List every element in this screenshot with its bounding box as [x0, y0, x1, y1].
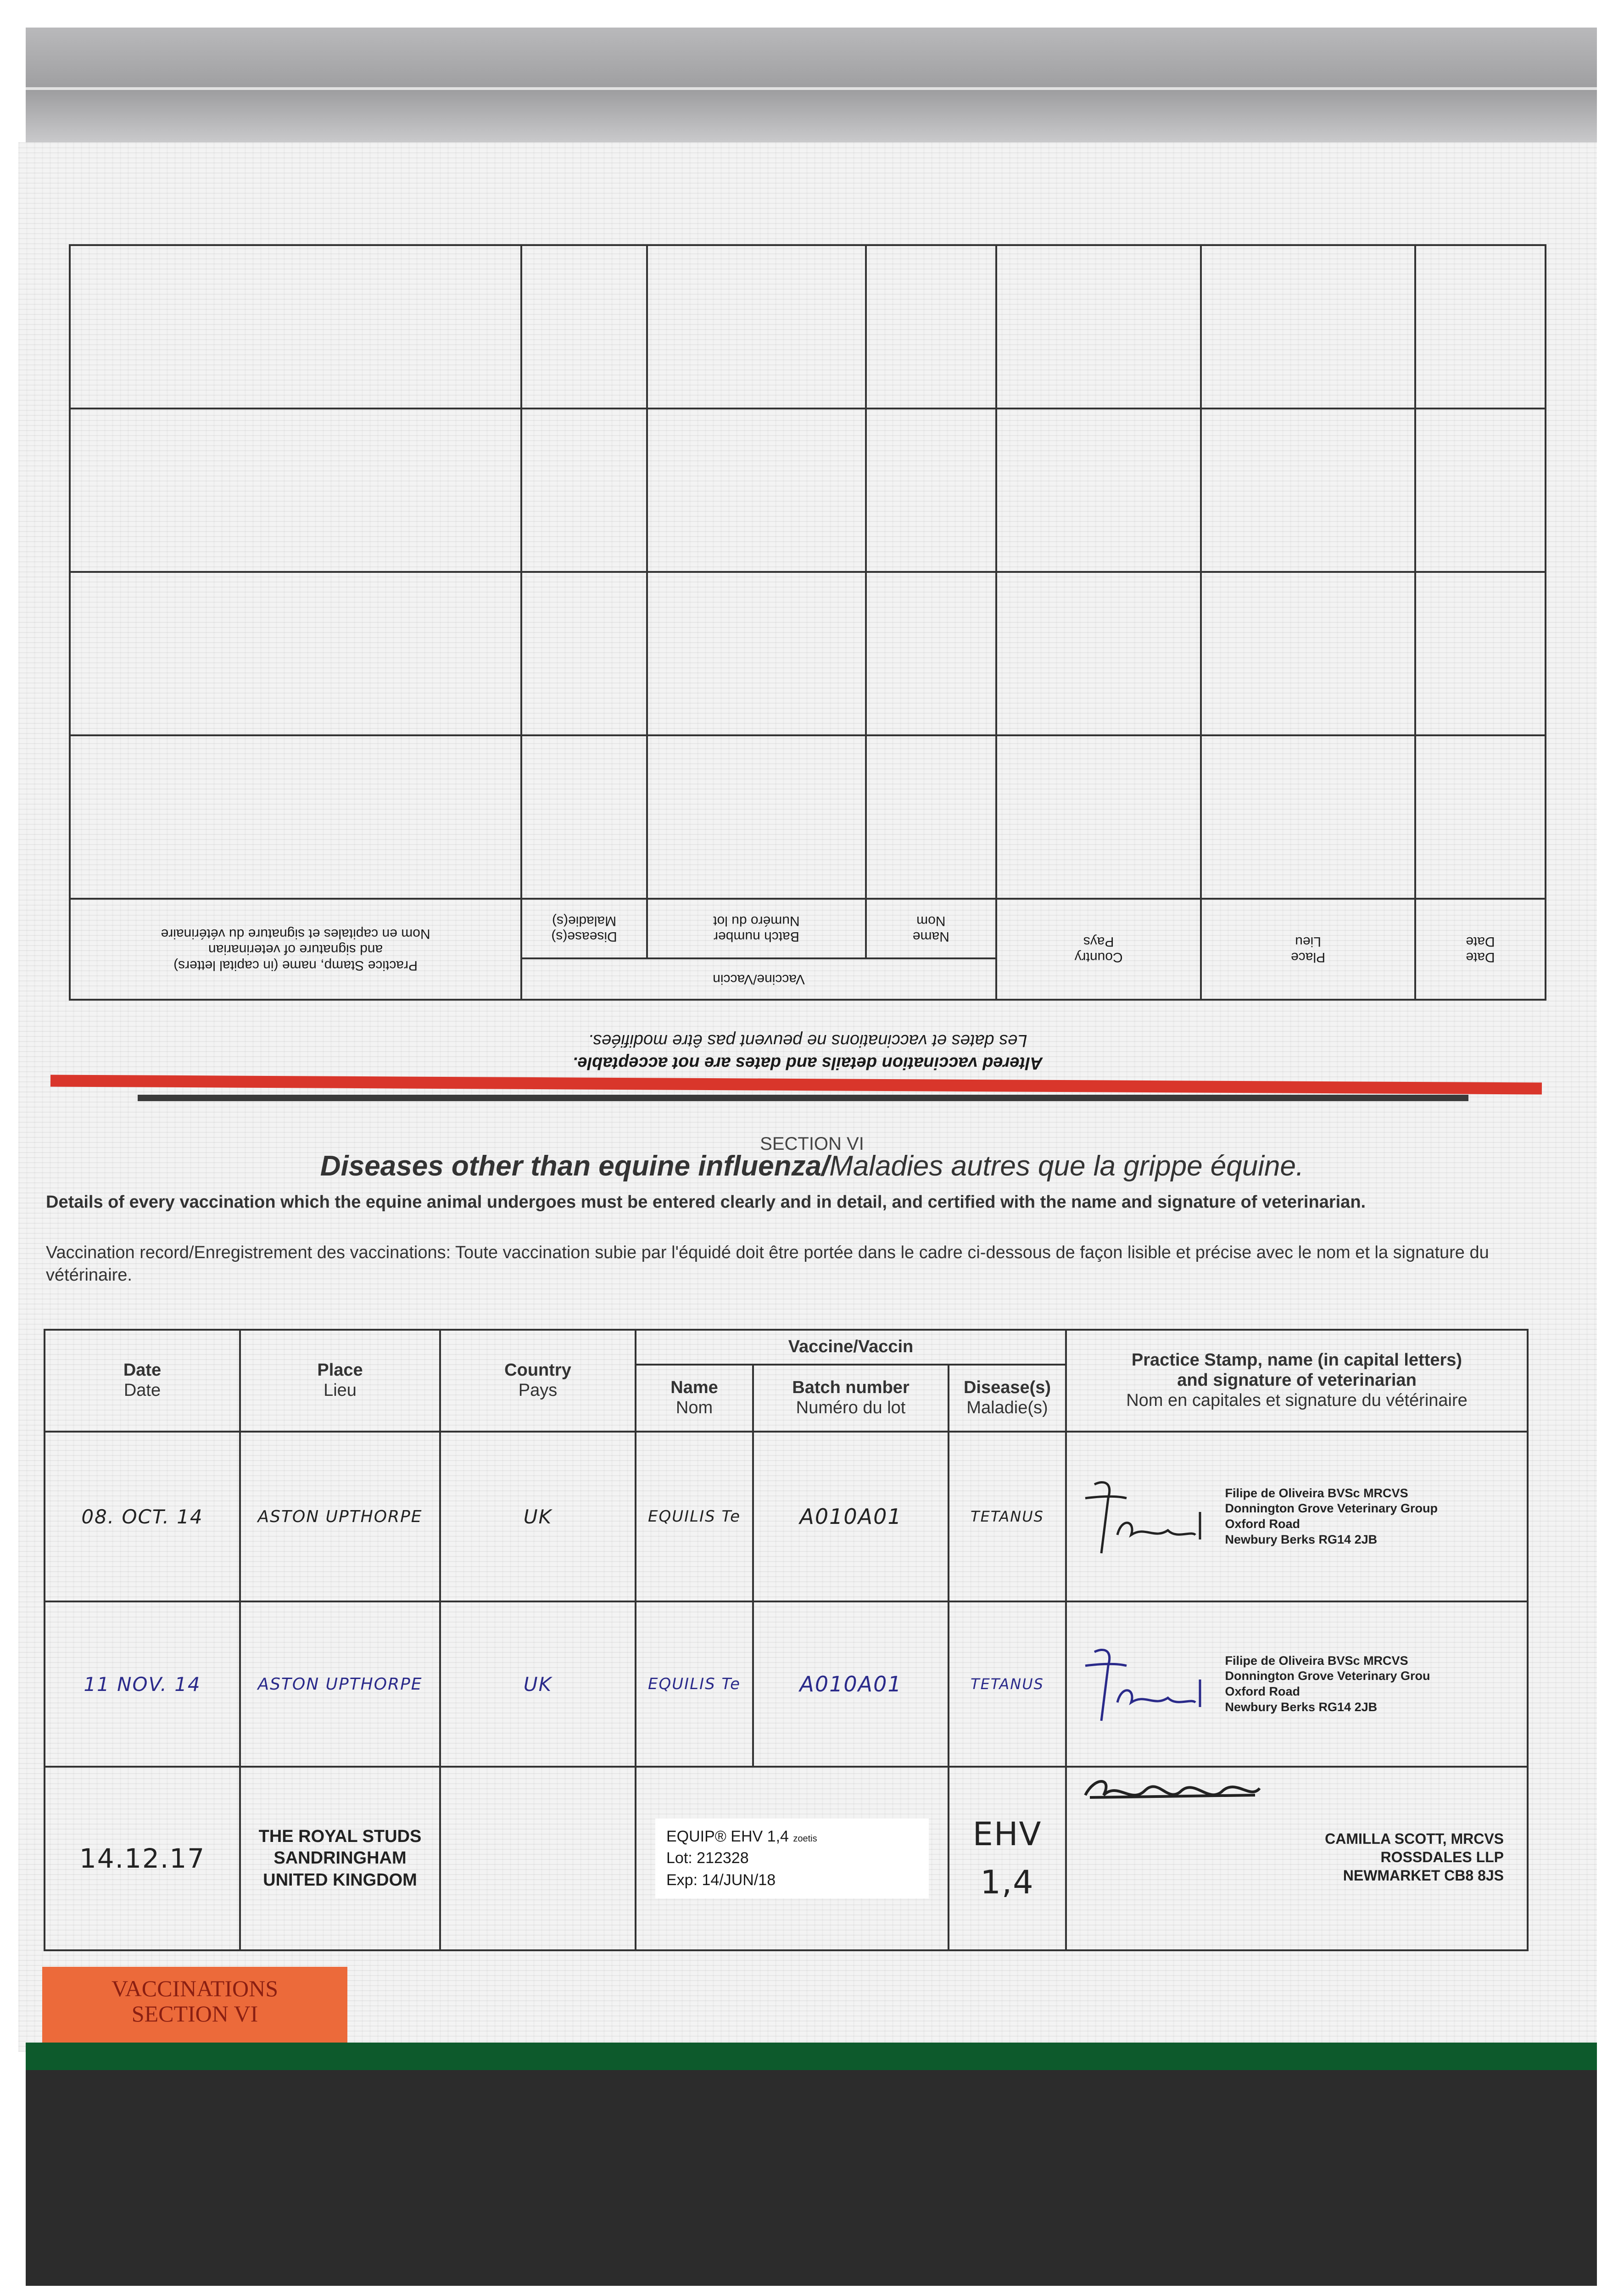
row1-name: EQUILIS Te: [636, 1432, 753, 1601]
product-label: EQUIP® EHV 1,4 zoetis Lot: 212328 Exp: 14/JUN/18: [655, 1819, 929, 1899]
row2-stamp-cell: [1066, 1601, 1528, 1767]
instructions-en: Details of every vaccination which the equine animal undergoes must be entered clearly and in detail, and certified with the name and signature of veterinarian.: [46, 1192, 1366, 1212]
upper-header-date: Date Date: [1415, 899, 1546, 1000]
row3-country: [440, 1767, 636, 1950]
cover-dark-area: [26, 2070, 1597, 2286]
table-row: [45, 1601, 1528, 1767]
row1-place: ASTON UPTHORPE: [240, 1432, 440, 1601]
row3-place: THE ROYAL STUDS SANDRINGHAM UNITED KINGDOM: [240, 1767, 440, 1950]
upper-header-batch: Batch number Numéro du lot: [647, 899, 866, 958]
header-country: Country Pays: [440, 1330, 636, 1432]
upper-header-disease: Disease(s) Maladie(s): [521, 899, 647, 958]
row1-disease: TETANUS: [949, 1432, 1066, 1601]
row2-country: UK: [440, 1601, 636, 1767]
header-place: Place Lieu: [240, 1330, 440, 1432]
row2-batch: A010A01: [753, 1601, 949, 1767]
section-tab: VACCINATIONS SECTION VI: [42, 1967, 347, 2043]
upper-vaccination-table: [69, 244, 1546, 1001]
signature-icon: [1076, 1772, 1269, 1814]
upper-header-place: Place Lieu: [1201, 899, 1415, 1000]
instructions-fr: Vaccination record/Enregistrement des vaccinations: Toute vaccination subie par l'équidé doit être portée dans le cadre ci-dessous de façon lisible et précise avec le nom et la signature du vétérinaire.: [46, 1243, 1489, 1285]
row2-date: 11 NOV. 14: [45, 1601, 240, 1767]
row1-country: UK: [440, 1432, 636, 1601]
binding-shadow: [138, 1095, 1468, 1101]
vet-stamp: Filipe de Oliveira BVSc MRCVS Donnington Grove Veterinary Group Oxford Road Newbury Berks RG14 2JB: [1225, 1486, 1438, 1546]
signature-icon: [1076, 1471, 1214, 1562]
upper-header-vaccine: Vaccine/Vaccin: [521, 958, 996, 1000]
row3-date: 14.12.17: [45, 1767, 240, 1950]
row1-date: 08. OCT. 14: [45, 1432, 240, 1601]
row3-disease: EHV 1,4: [949, 1767, 1066, 1950]
section-number: SECTION VI: [760, 1134, 864, 1154]
upper-header-country: Country Pays: [996, 899, 1201, 1000]
vet-stamp: Filipe de Oliveira BVSc MRCVS Donnington Grove Veterinary Grou Oxford Road Newbury Berks RG14 2JB: [1225, 1653, 1430, 1714]
row3-product-label-cell: [636, 1767, 949, 1950]
row3-stamp-cell: [1066, 1767, 1528, 1950]
row2-name: EQUILIS Te: [636, 1601, 753, 1767]
header-vaccine: Vaccine/Vaccin: [636, 1330, 1066, 1365]
row1-batch: A010A01: [753, 1432, 949, 1601]
signature-icon: [1076, 1638, 1214, 1730]
section-title: Diseases other than equine influenza/Maladies autres que la grippe équine.: [320, 1150, 1304, 1182]
altered-notice: Altered vaccination details and dates are not acceptable. Les dates et vaccinations ne peuvent pas être modifiées.: [572, 1030, 1043, 1073]
cover-green-band: [26, 2043, 1597, 2070]
vet-stamp: CAMILLA SCOTT, MRCVS ROSSDALES LLP NEWMARKET CB8 8JS: [1325, 1830, 1504, 1884]
row2-place: ASTON UPTHORPE: [240, 1601, 440, 1767]
header-disease: Disease(s) Maladie(s): [949, 1365, 1066, 1432]
row2-disease: TETANUS: [949, 1601, 1066, 1767]
table-row: [45, 1432, 1528, 1601]
row1-stamp-cell: [1066, 1432, 1528, 1601]
upper-header-stamp: Practice Stamp, name (in capital letters) and signature of veterinarian Nom en capitales et signature du vétérinaire: [70, 899, 521, 1000]
table-row: [45, 1767, 1528, 1950]
vaccination-table: [44, 1329, 1529, 1951]
header-stamp: Practice Stamp, name (in capital letters) and signature of veterinarian Nom en capitales et signature du vétérinaire: [1066, 1330, 1528, 1432]
header-name: Name Nom: [636, 1365, 753, 1432]
upper-page-inverted: [69, 257, 1546, 1083]
header-batch: Batch number Numéro du lot: [753, 1365, 949, 1432]
upper-header-name: Name Nom: [866, 899, 996, 958]
scanner-lid-strip: [26, 28, 1597, 142]
header-date: Date Date: [45, 1330, 240, 1432]
